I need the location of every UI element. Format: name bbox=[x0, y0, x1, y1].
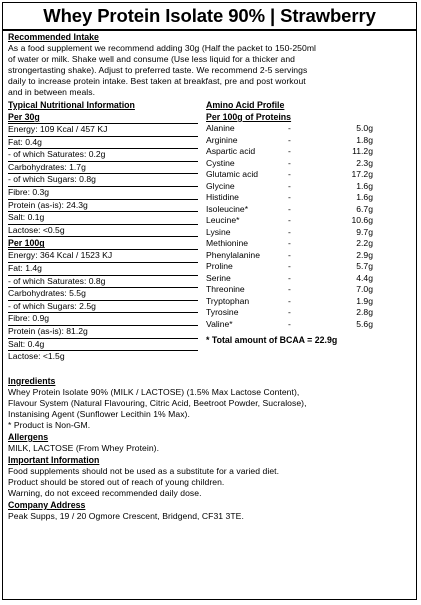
intake-text bbox=[8, 43, 411, 98]
intake-line: and in between meals. bbox=[8, 87, 96, 97]
amino-name: Isoleucine* bbox=[206, 203, 249, 214]
amino-dash: - bbox=[288, 226, 291, 237]
important-text bbox=[8, 466, 411, 499]
amino-row bbox=[206, 227, 381, 239]
amino-dash: - bbox=[288, 192, 291, 202]
bcaa-total: * Total amount of BCAA = 22.9g bbox=[206, 335, 338, 345]
amino-name: Aspartic acid bbox=[206, 146, 256, 156]
amino-name: Phenylalanine bbox=[206, 249, 260, 260]
nutrition-label bbox=[2, 2, 417, 600]
amino-row bbox=[206, 181, 381, 193]
intake-line: of water or milk. Shake well and consume (Use less liquid for a thicker and bbox=[8, 54, 295, 64]
amino-name: Leucine* bbox=[206, 215, 240, 225]
nutrient-row: Salt: 0.4g bbox=[8, 339, 198, 352]
amino-name: Glutamic acid bbox=[206, 169, 259, 179]
amino-dash: - bbox=[288, 180, 291, 191]
nutrient-row: Energy: 364 Kcal / 1523 KJ bbox=[8, 250, 198, 263]
amino-row bbox=[206, 238, 381, 250]
amino-name: Valine* bbox=[206, 318, 233, 329]
amino-name: Lysine bbox=[206, 226, 231, 237]
amino-value: 1.6g bbox=[356, 180, 373, 191]
amino-value: 5.0g bbox=[356, 123, 373, 133]
amino-dash: - bbox=[288, 284, 291, 294]
amino-dash: - bbox=[288, 307, 291, 317]
nutrient-row: Salt: 0.1g bbox=[8, 212, 198, 225]
amino-row bbox=[206, 250, 381, 262]
amino-value: 1.9g bbox=[356, 295, 373, 306]
important-line: Warning, do not exceed recommended daily dose. bbox=[8, 488, 202, 498]
amino-value: 4.4g bbox=[356, 272, 373, 283]
amino-dash: - bbox=[288, 249, 291, 260]
amino-subheading: Per 100g of Proteins bbox=[206, 112, 292, 122]
important-heading: Important Information bbox=[8, 455, 100, 465]
nutrient-row: Fat: 0.4g bbox=[8, 137, 198, 150]
amino-name: Arginine bbox=[206, 134, 238, 145]
intake-heading: Recommended Intake bbox=[8, 32, 99, 42]
nutrient-row: - of which Saturates: 0.2g bbox=[8, 149, 198, 162]
amino-name: Proline bbox=[206, 261, 233, 271]
amino-value: 1.8g bbox=[356, 134, 373, 145]
amino-dash: - bbox=[288, 238, 291, 248]
ingredients-line: Flavour System (Natural Flavouring, Citric Acid, Beetroot Powder, Sucralose), bbox=[8, 398, 307, 408]
amino-value: 6.7g bbox=[356, 203, 373, 214]
amino-name: Serine bbox=[206, 272, 231, 283]
nutrition-columns bbox=[8, 99, 411, 375]
allergens-line: MILK, LACTOSE (From Whey Protein). bbox=[8, 443, 160, 453]
amino-name: Glycine bbox=[206, 180, 235, 191]
ingredients-line: Instanising Agent (Sunflower Lecithin 1% Max). bbox=[8, 409, 190, 419]
amino-list bbox=[206, 123, 381, 330]
amino-value: 1.6g bbox=[356, 192, 373, 202]
amino-value: 2.2g bbox=[356, 238, 373, 248]
amino-value: 10.6g bbox=[351, 215, 373, 225]
amino-dash: - bbox=[288, 215, 291, 225]
amino-dash: - bbox=[288, 134, 291, 145]
amino-name: Alanine bbox=[206, 123, 235, 133]
amino-dash: - bbox=[288, 123, 291, 133]
amino-dash: - bbox=[288, 318, 291, 329]
ingredients-heading: Ingredients bbox=[8, 376, 56, 386]
amino-row bbox=[206, 158, 381, 170]
intake-line: daily to increase protein intake. Best taken at breakfast, pre and post workout bbox=[8, 76, 306, 86]
address-heading: Company Address bbox=[8, 500, 86, 510]
nutrient-row: Carbohydrates: 5.5g bbox=[8, 288, 198, 301]
per-100g-label: Per 100g bbox=[8, 237, 198, 250]
amino-row bbox=[206, 192, 381, 204]
nutrient-row: Lactose: <0.5g bbox=[8, 225, 198, 238]
important-line: Food supplements should not be used as a substitute for a varied diet. bbox=[8, 466, 280, 476]
amino-name: Histidine bbox=[206, 192, 239, 202]
amino-name: Tyrosine bbox=[206, 307, 239, 317]
amino-row bbox=[206, 284, 381, 296]
amino-value: 2.3g bbox=[356, 157, 373, 168]
address-text bbox=[8, 511, 411, 522]
product-title: Whey Protein Isolate 90% | Strawberry bbox=[3, 3, 416, 31]
ingredients-line: * Product is Non-GM. bbox=[8, 420, 91, 430]
amino-acid-profile bbox=[206, 99, 381, 346]
amino-heading: Amino Acid Profile bbox=[206, 100, 285, 110]
amino-value: 5.6g bbox=[356, 318, 373, 329]
amino-row bbox=[206, 319, 381, 331]
amino-row bbox=[206, 307, 381, 319]
per-100g-list bbox=[8, 250, 198, 362]
amino-value: 17.2g bbox=[351, 169, 373, 179]
nutrient-row: Fibre: 0.9g bbox=[8, 313, 198, 326]
amino-row bbox=[206, 146, 381, 158]
nutrient-row: Protein (as-is): 24.3g bbox=[8, 200, 198, 213]
amino-row bbox=[206, 169, 381, 181]
nutrient-row: Lactose: <1.5g bbox=[8, 351, 65, 362]
amino-value: 2.8g bbox=[356, 307, 373, 317]
nutrient-row: - of which Sugars: 2.5g bbox=[8, 301, 198, 314]
nutrient-row: Fibre: 0.3g bbox=[8, 187, 198, 200]
amino-name: Cystine bbox=[206, 157, 235, 168]
amino-dash: - bbox=[288, 146, 291, 156]
per-30g-label: Per 30g bbox=[8, 111, 198, 124]
nutrient-row: Carbohydrates: 1.7g bbox=[8, 162, 198, 175]
amino-row bbox=[206, 261, 381, 273]
amino-row bbox=[206, 204, 381, 216]
label-content bbox=[3, 32, 416, 522]
nutrition-info bbox=[8, 99, 198, 363]
important-line: Product should be stored out of reach of young children. bbox=[8, 477, 225, 487]
address-line: Peak Supps, 19 / 20 Ogmore Crescent, Bridgend, CF31 3TE. bbox=[8, 511, 244, 521]
amino-name: Methionine bbox=[206, 238, 249, 248]
amino-row bbox=[206, 123, 381, 135]
amino-dash: - bbox=[288, 272, 291, 283]
nutrient-row: Protein (as-is): 81.2g bbox=[8, 326, 198, 339]
amino-row bbox=[206, 296, 381, 308]
amino-dash: - bbox=[288, 203, 291, 214]
nutrient-row: Fat: 1.4g bbox=[8, 263, 198, 276]
ingredients-line: Whey Protein Isolate 90% (MILK / LACTOSE) (1.5% Max Lactose Content), bbox=[8, 387, 300, 397]
nutrient-row: - of which Saturates: 0.8g bbox=[8, 276, 198, 289]
amino-dash: - bbox=[288, 169, 291, 179]
nutrition-heading: Typical Nutritional Information bbox=[8, 100, 135, 110]
per-30g-list bbox=[8, 124, 198, 237]
ingredients-text bbox=[8, 387, 411, 431]
amino-dash: - bbox=[288, 261, 291, 271]
amino-name: Threonine bbox=[206, 284, 245, 294]
amino-value: 7.0g bbox=[356, 284, 373, 294]
amino-value: 2.9g bbox=[356, 249, 373, 260]
amino-row bbox=[206, 215, 381, 227]
amino-row bbox=[206, 273, 381, 285]
amino-name: Tryptophan bbox=[206, 295, 250, 306]
amino-value: 5.7g bbox=[356, 261, 373, 271]
amino-value: 9.7g bbox=[356, 226, 373, 237]
intake-line: As a food supplement we recommend adding 30g (Half the packet to 150-250ml bbox=[8, 43, 317, 53]
amino-dash: - bbox=[288, 157, 291, 168]
amino-value: 11.2g bbox=[352, 146, 373, 156]
intake-line: strongertasting shake). Adjust to preferred taste. We recommend 2-5 servings bbox=[8, 65, 308, 75]
nutrient-row: - of which Sugars: 0.8g bbox=[8, 174, 198, 187]
amino-dash: - bbox=[288, 295, 291, 306]
allergens-text bbox=[8, 443, 411, 454]
nutrient-row: Energy: 109 Kcal / 457 KJ bbox=[8, 124, 198, 137]
allergens-heading: Allergens bbox=[8, 432, 49, 442]
amino-row bbox=[206, 135, 381, 147]
